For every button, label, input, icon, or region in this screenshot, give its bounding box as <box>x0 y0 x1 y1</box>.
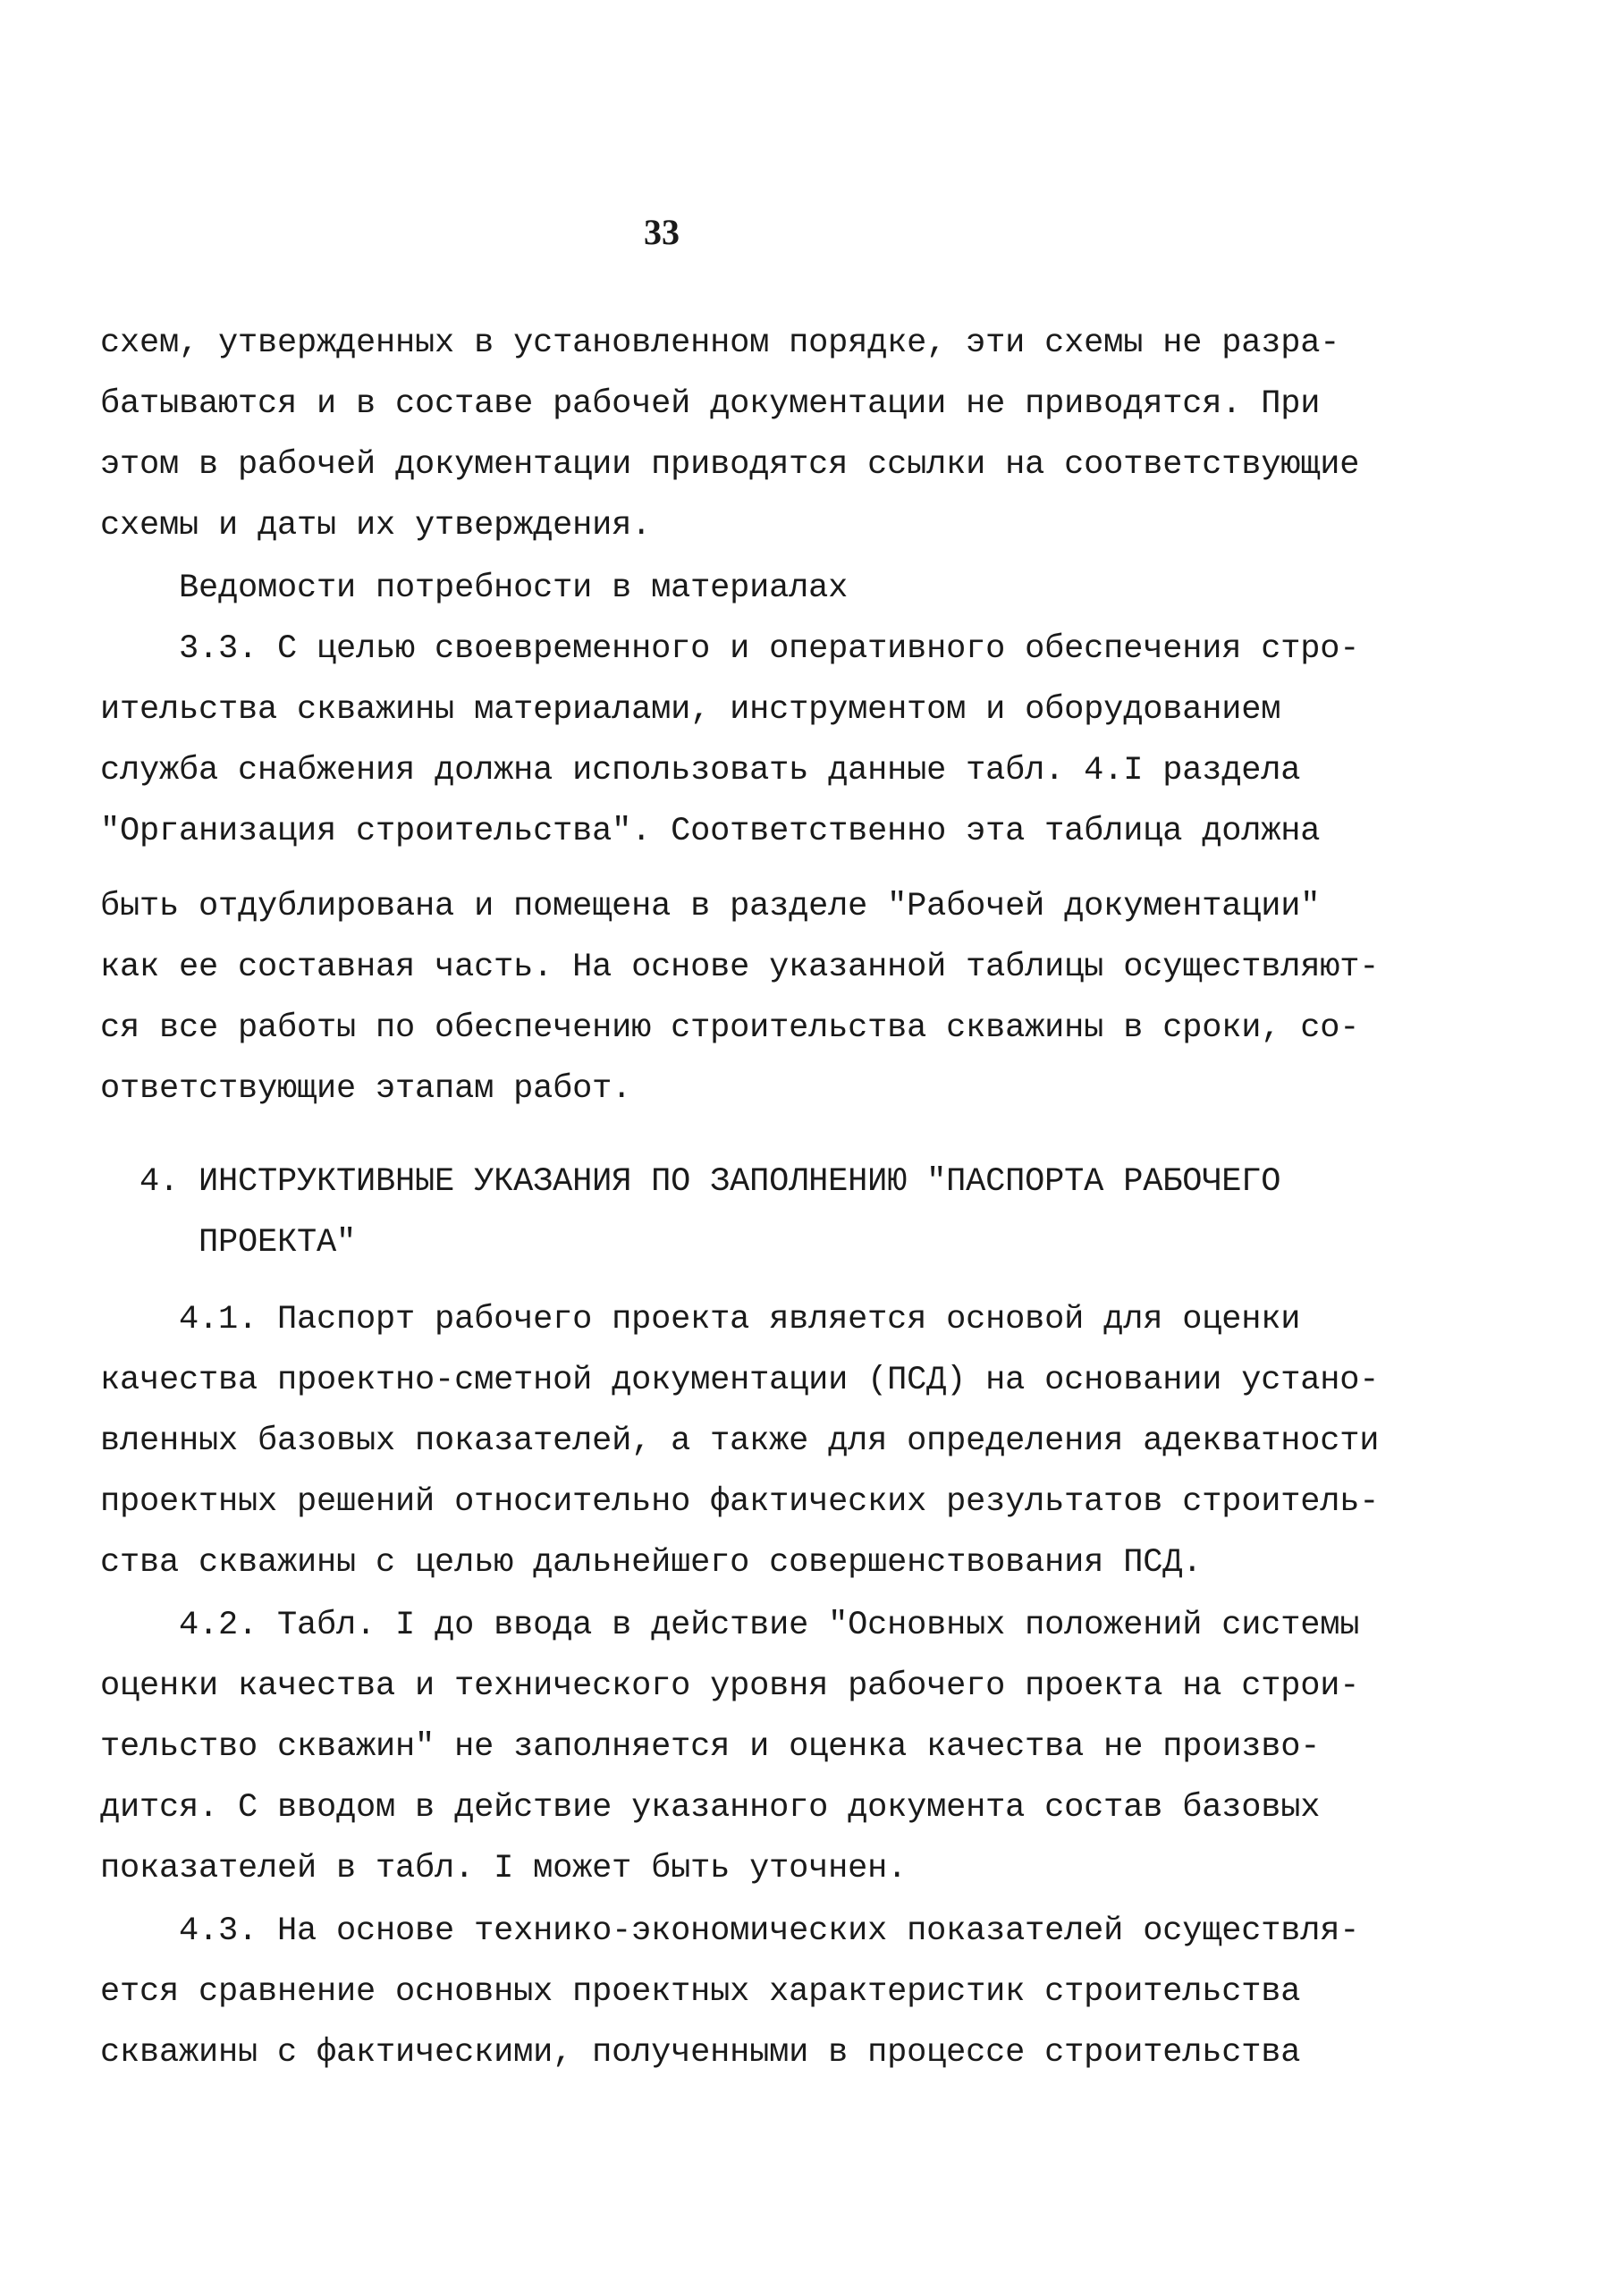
text-line: этом в рабочей документации приводятся ссылки на соответствующие <box>100 446 1360 484</box>
text-line: как ее составная часть. На основе указанной таблицы осуществляют- <box>100 949 1380 986</box>
text-line: служба снабжения должна использовать данные табл. 4.I раздела <box>100 752 1301 789</box>
text-line: вленных базовых показателей, а также для определения адекватности <box>100 1422 1380 1460</box>
page-number: 33 <box>644 212 680 252</box>
text-line: быть отдублирована и помещена в разделе "Рабочей документации" <box>100 888 1321 925</box>
text-line: ответствующие этапам работ. <box>100 1070 632 1108</box>
text-line: схемы и даты их утверждения. <box>100 507 652 544</box>
text-line: ительства скважины материалами, инструментом и оборудованием <box>100 691 1281 729</box>
text-line: батываются и в составе рабочей документации не приводятся. При <box>100 385 1321 423</box>
text-line: схем, утвержденных в установленном порядке, эти схемы не разра- <box>100 325 1340 362</box>
text-line: качества проектно-сметной документации (ПСД) на основании устано- <box>100 1362 1380 1399</box>
text-line: проектных решений относительно фактических результатов строитель- <box>100 1483 1380 1521</box>
text-line: ся все работы по обеспечению строительства скважины в сроки, со- <box>100 1009 1360 1047</box>
text-line: "Организация строительства". Соответственно эта таблица должна <box>100 813 1321 850</box>
section-heading: ПРОЕКТА" <box>100 1224 357 1262</box>
text-line: 4.3. На основе технико-экономических показателей осуществля- <box>100 1912 1360 1950</box>
section-heading: 4. ИНСТРУКТИВНЫЕ УКАЗАНИЯ ПО ЗАПОЛНЕНИЮ "ПАСПОРТА РАБОЧЕГО <box>100 1163 1281 1201</box>
text-line: оценки качества и технического уровня рабочего проекта на строи- <box>100 1667 1360 1705</box>
text-line: 4.1. Паспорт рабочего проекта является основой для оценки <box>100 1301 1301 1338</box>
text-line: ется сравнение основных проектных характеристик строительства <box>100 1973 1301 2011</box>
text-line: ства скважины с целью дальнейшего совершенствования ПСД. <box>100 1544 1203 1582</box>
text-line: 3.3. С целью своевременного и оперативного обеспечения стро- <box>100 630 1360 668</box>
text-line: скважины с фактическими, полученными в процессе строительства <box>100 2034 1301 2072</box>
section-subheading: Ведомости потребности в материалах <box>100 570 849 607</box>
text-line: 4.2. Табл. I до ввода в действие "Основных положений системы <box>100 1607 1360 1644</box>
text-line: тельство скважин" не заполняется и оценка качества не произво- <box>100 1728 1321 1766</box>
text-line: показателей в табл. I может быть уточнен. <box>100 1850 908 1887</box>
text-line: дится. С вводом в действие указанного документа состав базовых <box>100 1789 1321 1827</box>
